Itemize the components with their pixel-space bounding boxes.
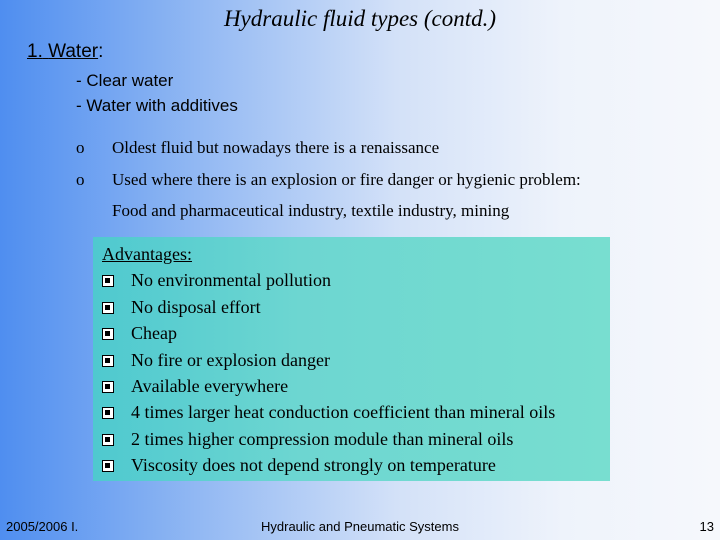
advantage-text: No fire or explosion danger bbox=[131, 350, 330, 370]
checkbox-icon bbox=[102, 328, 114, 340]
advantage-item bbox=[102, 270, 331, 291]
advantage-text: 2 times higher compression module than mineral oils bbox=[131, 429, 514, 449]
bullet-text: Used where there is an explosion or fire danger or hygienic problem: bbox=[112, 170, 581, 189]
advantage-text: No disposal effort bbox=[131, 297, 261, 317]
slide-number: 13 bbox=[699, 519, 714, 534]
advantage-item bbox=[102, 376, 288, 397]
section-colon: : bbox=[98, 41, 104, 62]
bullet-marker: o bbox=[76, 138, 85, 157]
advantage-item bbox=[102, 429, 513, 450]
advantage-item bbox=[102, 350, 330, 371]
advantage-item bbox=[102, 455, 496, 476]
footer-date: 2005/2006 I. bbox=[6, 519, 79, 534]
footer-course: Hydraulic and Pneumatic Systems bbox=[261, 519, 459, 534]
advantage-item bbox=[102, 297, 261, 318]
advantage-item bbox=[102, 402, 555, 423]
slide-title: Hydraulic fluid types (contd.) bbox=[223, 6, 497, 31]
checkbox-icon bbox=[102, 460, 114, 472]
section-label: Water bbox=[48, 41, 99, 62]
checkbox-icon bbox=[102, 275, 114, 287]
advantages-heading: Advantages: bbox=[102, 244, 192, 264]
advantage-text: Available everywhere bbox=[131, 376, 289, 396]
checkbox-icon bbox=[102, 355, 114, 367]
checkbox-icon bbox=[102, 407, 114, 419]
bullet-text: Oldest fluid but nowadays there is a renaissance bbox=[112, 138, 440, 157]
bullet-continuation: Food and pharmaceutical industry, textile industry, mining bbox=[112, 201, 510, 220]
dash-item: - Water with additives bbox=[76, 96, 238, 115]
advantage-text: No environmental pollution bbox=[131, 270, 331, 290]
advantage-item bbox=[102, 323, 177, 344]
dash-item: - Clear water bbox=[76, 71, 174, 90]
advantage-text: 4 times larger heat conduction coefficient than mineral oils bbox=[131, 402, 556, 422]
bullet-marker: o bbox=[76, 170, 85, 189]
advantage-text: Cheap bbox=[131, 323, 177, 343]
checkbox-icon bbox=[102, 434, 114, 446]
advantage-text: Viscosity does not depend strongly on temperature bbox=[131, 455, 496, 475]
section-heading bbox=[27, 41, 103, 63]
checkbox-icon bbox=[102, 381, 114, 393]
checkbox-icon bbox=[102, 302, 114, 314]
section-number: 1. bbox=[27, 41, 43, 62]
